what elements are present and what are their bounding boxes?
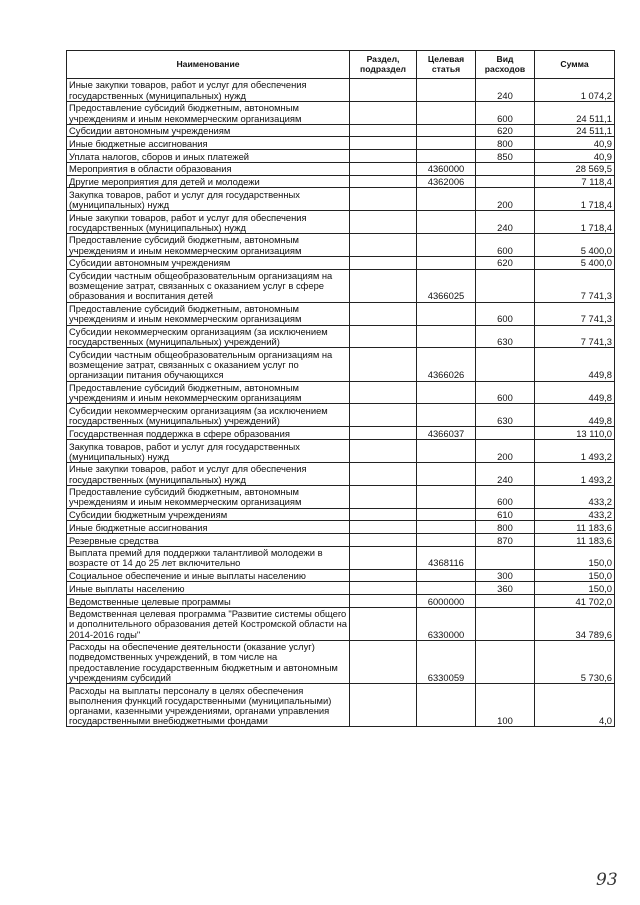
cell-type (476, 269, 535, 302)
cell-name: Иные бюджетные ассигнования (67, 137, 350, 150)
table-row (67, 211, 615, 234)
cell-sum: 449,8 (535, 404, 615, 427)
table-row (67, 188, 615, 211)
cell-name: Иные закупки товаров, работ и услуг для обеспечения государственных (муниципальных) нужд (67, 79, 350, 102)
cell-section (350, 302, 417, 325)
cell-name: Субсидии некоммерческим организациям (за исключением государственных (муниципальных) учреждений) (67, 325, 350, 348)
cell-section (350, 269, 417, 302)
column-header-section: Раздел, подраздел (350, 51, 417, 79)
cell-type (476, 546, 535, 569)
cell-section (350, 440, 417, 463)
cell-sum: 449,8 (535, 381, 615, 404)
cell-type: 360 (476, 582, 535, 595)
cell-section (350, 640, 417, 683)
cell-type: 800 (476, 137, 535, 150)
cell-sum: 1 493,2 (535, 462, 615, 485)
cell-section (350, 188, 417, 211)
cell-sum: 5 400,0 (535, 234, 615, 257)
cell-type: 240 (476, 211, 535, 234)
cell-type: 240 (476, 79, 535, 102)
cell-name: Субсидии частным общеобразовательным организациям на возмещение затрат, связанных с оказанием услуг в сфере образования и воспитания детей (67, 269, 350, 302)
table-row (67, 234, 615, 257)
cell-target (417, 534, 476, 547)
cell-sum: 41 702,0 (535, 595, 615, 608)
cell-sum: 24 511,1 (535, 101, 615, 124)
table-row (67, 440, 615, 463)
cell-type: 600 (476, 485, 535, 508)
cell-sum: 150,0 (535, 546, 615, 569)
cell-target (417, 124, 476, 137)
cell-type: 610 (476, 508, 535, 521)
cell-type (476, 348, 535, 381)
cell-sum: 433,2 (535, 508, 615, 521)
cell-type: 600 (476, 302, 535, 325)
table-row (67, 521, 615, 534)
cell-name: Иные закупки товаров, работ и услуг для обеспечения государственных (муниципальных) нужд (67, 211, 350, 234)
cell-type: 620 (476, 256, 535, 269)
cell-target (417, 137, 476, 150)
table-row (67, 269, 615, 302)
cell-type: 240 (476, 462, 535, 485)
table-row (67, 162, 615, 175)
cell-name: Закупка товаров, работ и услуг для государственных (муниципальных) нужд (67, 440, 350, 463)
cell-section (350, 521, 417, 534)
table-row (67, 508, 615, 521)
cell-section (350, 569, 417, 582)
cell-target (417, 302, 476, 325)
cell-type: 600 (476, 381, 535, 404)
cell-target (417, 79, 476, 102)
cell-target (417, 569, 476, 582)
table-row (67, 427, 615, 440)
table-row (67, 684, 615, 727)
cell-section (350, 381, 417, 404)
cell-sum: 40,9 (535, 137, 615, 150)
cell-target: 4366025 (417, 269, 476, 302)
cell-name: Предоставление субсидий бюджетным, автономным учреждениям и иным некоммерческим организациям (67, 302, 350, 325)
cell-target: 4366037 (417, 427, 476, 440)
cell-name: Ведомственные целевые программы (67, 595, 350, 608)
cell-type: 870 (476, 534, 535, 547)
column-header-name: Наименование (67, 51, 350, 79)
cell-sum: 34 789,6 (535, 607, 615, 640)
cell-section (350, 175, 417, 188)
cell-section (350, 79, 417, 102)
cell-sum: 433,2 (535, 485, 615, 508)
cell-sum: 11 183,6 (535, 521, 615, 534)
cell-type: 800 (476, 521, 535, 534)
cell-sum: 5 400,0 (535, 256, 615, 269)
cell-target (417, 188, 476, 211)
cell-sum: 150,0 (535, 569, 615, 582)
cell-name: Расходы на обеспечение деятельности (оказание услуг) подведомственных учреждений, в том числе на предоставление государственным бюджетным и автономным учреждениям субсидий (67, 640, 350, 683)
budget-table (66, 50, 615, 727)
cell-sum: 28 569,5 (535, 162, 615, 175)
cell-type: 300 (476, 569, 535, 582)
cell-sum: 7 741,3 (535, 302, 615, 325)
table-row (67, 546, 615, 569)
cell-type: 600 (476, 234, 535, 257)
table-row (67, 485, 615, 508)
table-row (67, 150, 615, 163)
cell-type: 200 (476, 440, 535, 463)
table-row (67, 640, 615, 683)
cell-section (350, 348, 417, 381)
cell-type (476, 162, 535, 175)
cell-type (476, 175, 535, 188)
table-row (67, 534, 615, 547)
cell-type: 620 (476, 124, 535, 137)
cell-name: Резервные средства (67, 534, 350, 547)
table-row (67, 462, 615, 485)
cell-sum: 7 741,3 (535, 325, 615, 348)
page-number: 93 (596, 870, 618, 890)
table-row (67, 124, 615, 137)
table-row (67, 325, 615, 348)
cell-section (350, 462, 417, 485)
cell-section (350, 234, 417, 257)
cell-type: 200 (476, 188, 535, 211)
cell-name: Выплата премий для поддержки талантливой молодежи в возрасте от 14 до 25 лет включительно (67, 546, 350, 569)
cell-target (417, 101, 476, 124)
table-row (67, 595, 615, 608)
cell-section (350, 256, 417, 269)
cell-sum: 4,0 (535, 684, 615, 727)
cell-target: 6330000 (417, 607, 476, 640)
cell-name: Предоставление субсидий бюджетным, автономным учреждениям и иным некоммерческим организациям (67, 485, 350, 508)
cell-sum: 24 511,1 (535, 124, 615, 137)
cell-section (350, 534, 417, 547)
cell-sum: 7 741,3 (535, 269, 615, 302)
cell-sum: 5 730,6 (535, 640, 615, 683)
cell-sum: 1 718,4 (535, 211, 615, 234)
cell-name: Другие мероприятия для детей и молодежи (67, 175, 350, 188)
table-header-row (67, 51, 615, 79)
cell-name: Иные выплаты населению (67, 582, 350, 595)
cell-section (350, 325, 417, 348)
cell-name: Ведомственная целевая программа "Развитие системы общего и дополнительного образования детей Костромской области на 2014-2016 годы" (67, 607, 350, 640)
cell-name: Закупка товаров, работ и услуг для государственных (муниципальных) нужд (67, 188, 350, 211)
table-row (67, 175, 615, 188)
cell-name: Социальное обеспечение и иные выплаты населению (67, 569, 350, 582)
cell-target: 6000000 (417, 595, 476, 608)
table-row (67, 582, 615, 595)
table-row (67, 569, 615, 582)
cell-sum: 1 718,4 (535, 188, 615, 211)
cell-section (350, 546, 417, 569)
cell-name: Предоставление субсидий бюджетным, автономным учреждениям и иным некоммерческим организациям (67, 101, 350, 124)
cell-type (476, 640, 535, 683)
cell-section (350, 607, 417, 640)
cell-target (417, 381, 476, 404)
cell-sum: 11 183,6 (535, 534, 615, 547)
column-header-type: Вид расходов (476, 51, 535, 79)
cell-type (476, 595, 535, 608)
cell-name: Иные бюджетные ассигнования (67, 521, 350, 534)
column-header-sum: Сумма (535, 51, 615, 79)
cell-name: Мероприятия в области образования (67, 162, 350, 175)
cell-target (417, 521, 476, 534)
table-row (67, 607, 615, 640)
cell-target: 4360000 (417, 162, 476, 175)
cell-type: 850 (476, 150, 535, 163)
cell-name: Предоставление субсидий бюджетным, автономным учреждениям и иным некоммерческим организациям (67, 381, 350, 404)
table-row (67, 137, 615, 150)
cell-target: 4362006 (417, 175, 476, 188)
cell-type (476, 607, 535, 640)
cell-section (350, 508, 417, 521)
cell-name: Государственная поддержка в сфере образования (67, 427, 350, 440)
cell-sum: 449,8 (535, 348, 615, 381)
cell-section (350, 162, 417, 175)
cell-name: Уплата налогов, сборов и иных платежей (67, 150, 350, 163)
column-header-target: Целевая статья (417, 51, 476, 79)
cell-sum: 1 493,2 (535, 440, 615, 463)
cell-target (417, 150, 476, 163)
cell-target: 4368116 (417, 546, 476, 569)
cell-target (417, 211, 476, 234)
cell-name: Субсидии бюджетным учреждениям (67, 508, 350, 521)
table-row (67, 381, 615, 404)
cell-type (476, 427, 535, 440)
cell-section (350, 582, 417, 595)
cell-section (350, 150, 417, 163)
cell-type: 630 (476, 404, 535, 427)
cell-type: 630 (476, 325, 535, 348)
cell-target (417, 508, 476, 521)
cell-sum: 40,9 (535, 150, 615, 163)
cell-section (350, 211, 417, 234)
cell-target: 4366026 (417, 348, 476, 381)
table-row (67, 302, 615, 325)
cell-name: Субсидии автономным учреждениям (67, 256, 350, 269)
table-body (67, 79, 615, 727)
table-row (67, 348, 615, 381)
cell-target: 6330059 (417, 640, 476, 683)
cell-target (417, 485, 476, 508)
cell-section (350, 595, 417, 608)
cell-target (417, 404, 476, 427)
cell-target (417, 684, 476, 727)
cell-name: Предоставление субсидий бюджетным, автономным учреждениям и иным некоммерческим организациям (67, 234, 350, 257)
cell-target (417, 256, 476, 269)
cell-name: Субсидии автономным учреждениям (67, 124, 350, 137)
cell-sum: 1 074,2 (535, 79, 615, 102)
cell-section (350, 137, 417, 150)
table-row (67, 404, 615, 427)
cell-target (417, 234, 476, 257)
cell-target (417, 325, 476, 348)
table-row (67, 79, 615, 102)
cell-name: Субсидии частным общеобразовательным организациям на возмещение затрат, связанных с оказанием услуг по организации питания обучающихся (67, 348, 350, 381)
cell-sum: 7 118,4 (535, 175, 615, 188)
table-row (67, 256, 615, 269)
table-row (67, 101, 615, 124)
cell-sum: 150,0 (535, 582, 615, 595)
cell-name: Расходы на выплаты персоналу в целях обеспечения выполнения функций государственными (муниципальными) органами, казенными учреждениями, органами управления государственными внебюджетными фондами (67, 684, 350, 727)
cell-section (350, 101, 417, 124)
cell-name: Иные закупки товаров, работ и услуг для обеспечения государственных (муниципальных) нужд (67, 462, 350, 485)
cell-section (350, 404, 417, 427)
cell-section (350, 485, 417, 508)
cell-section (350, 124, 417, 137)
cell-section (350, 684, 417, 727)
cell-target (417, 582, 476, 595)
cell-sum: 13 110,0 (535, 427, 615, 440)
cell-type: 100 (476, 684, 535, 727)
cell-type: 600 (476, 101, 535, 124)
cell-target (417, 440, 476, 463)
cell-target (417, 462, 476, 485)
cell-section (350, 427, 417, 440)
cell-name: Субсидии некоммерческим организациям (за исключением государственных (муниципальных) учреждений) (67, 404, 350, 427)
